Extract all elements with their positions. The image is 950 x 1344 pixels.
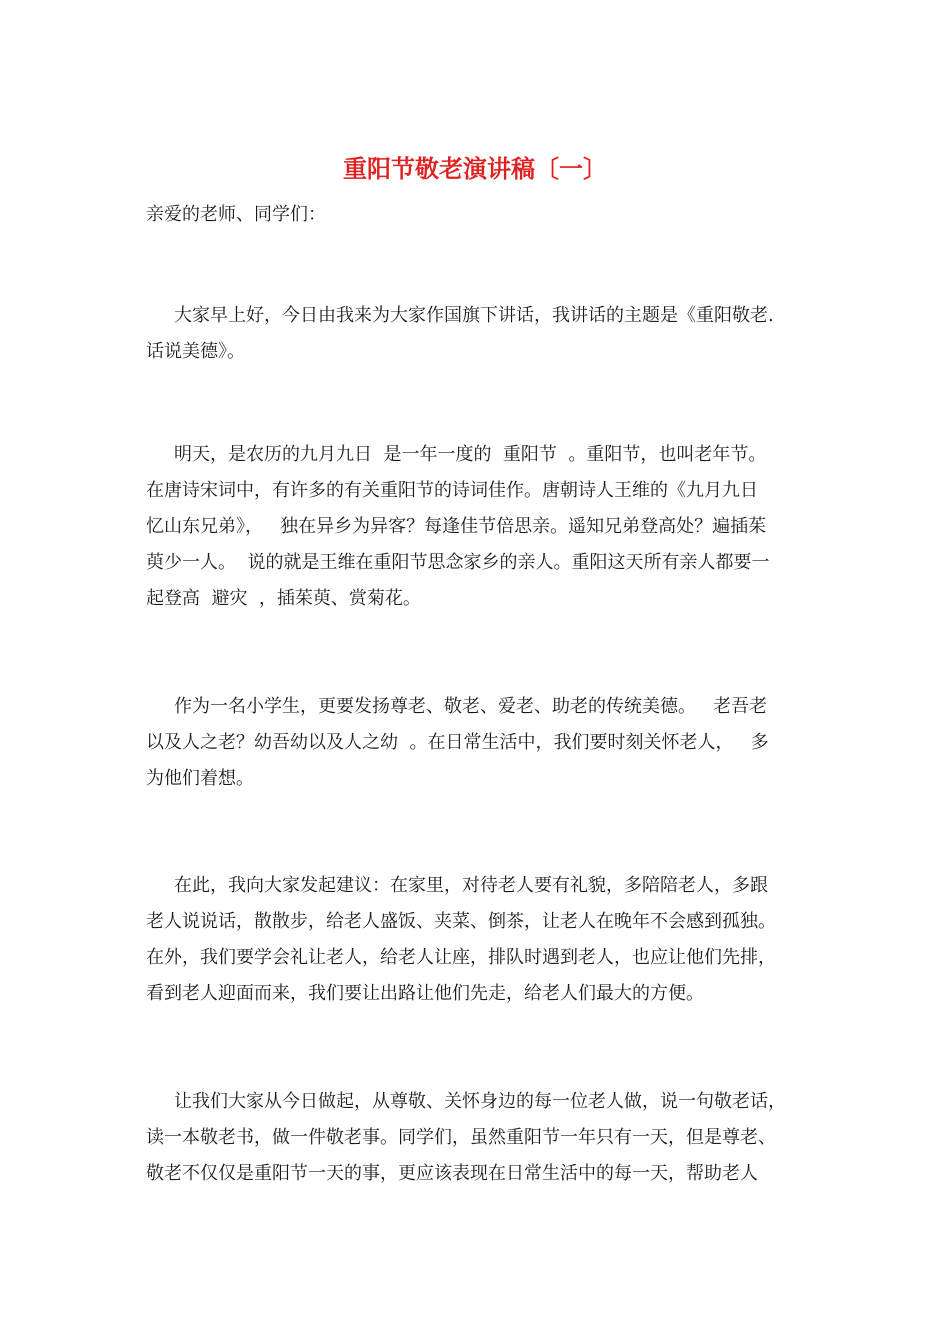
paragraph-line: 大家早上好，今日由我来为大家作国旗下讲话，我讲话的主题是《重阳敬老. xyxy=(174,305,774,326)
paragraph-line: 为他们着想。 xyxy=(146,768,254,789)
paragraph-line: 读一本敬老书，做一件敬老事。同学们，虽然重阳节一年只有一天，但是尊老、 xyxy=(146,1127,776,1148)
paragraph-line: 明天，是农历的九月九日 是一年一度的 重阳节 。重阳节，也叫老年节。 xyxy=(174,444,767,465)
paragraph-line: 敬老不仅仅是重阳节一天的事，更应该表现在日常生活中的每一天，帮助老人 xyxy=(146,1163,758,1184)
salutation: 亲爱的老师、同学们： xyxy=(146,204,326,225)
paragraph-chongyang-intro xyxy=(146,437,826,617)
document-title: 重阳节敬老演讲稿〔一〕 xyxy=(343,154,607,183)
paragraph-line: 让我们大家从今日做起，从尊敬、关怀身边的每一位老人做，说一句敬老话， xyxy=(174,1091,786,1112)
paragraph-line: 老人说说话，散散步，给老人盛饭、夹菜、倒茶，让老人在晚年不会感到孤独。 xyxy=(146,911,776,932)
paragraph-call-to-action xyxy=(146,1084,826,1192)
paragraph-proposal xyxy=(146,868,826,1012)
paragraph-line: 起登高 避灾 ，插茱萸、赏菊花。 xyxy=(146,588,421,609)
paragraph-line: 在唐诗宋词中，有许多的有关重阳节的诗词佳作。唐朝诗人王维的《九月九日 xyxy=(146,480,758,501)
paragraph-line: 萸少一人。 说的就是王维在重阳节思念家乡的亲人。重阳这天所有亲人都要一 xyxy=(146,552,770,573)
paragraph-student-virtue xyxy=(146,689,826,797)
paragraph-line: 忆山东兄弟》， 独在异乡为异客？每逢佳节倍思亲。遥知兄弟登高处？遍插茱 xyxy=(146,516,767,537)
paragraph-line: 以及人之老？幼吾幼以及人之幼 。在日常生活中，我们要时刻关怀老人， 多 xyxy=(146,732,769,753)
paragraph-line: 在外，我们要学会礼让老人，给老人让座，排队时遇到老人，也应让他们先排， xyxy=(146,947,776,968)
paragraph-line: 作为一名小学生，更要发扬尊老、敬老、爱老、助老的传统美德。 老吾老 xyxy=(174,696,768,717)
paragraph-greeting xyxy=(146,298,826,370)
paragraph-line: 在此，我向大家发起建议：在家里，对待老人要有礼貌，多陪陪老人，多跟 xyxy=(174,875,768,896)
paragraph-line: 话说美德》。 xyxy=(146,341,245,362)
paragraph-line: 看到老人迎面而来，我们要让出路让他们先走，给老人们最大的方便。 xyxy=(146,983,704,1004)
